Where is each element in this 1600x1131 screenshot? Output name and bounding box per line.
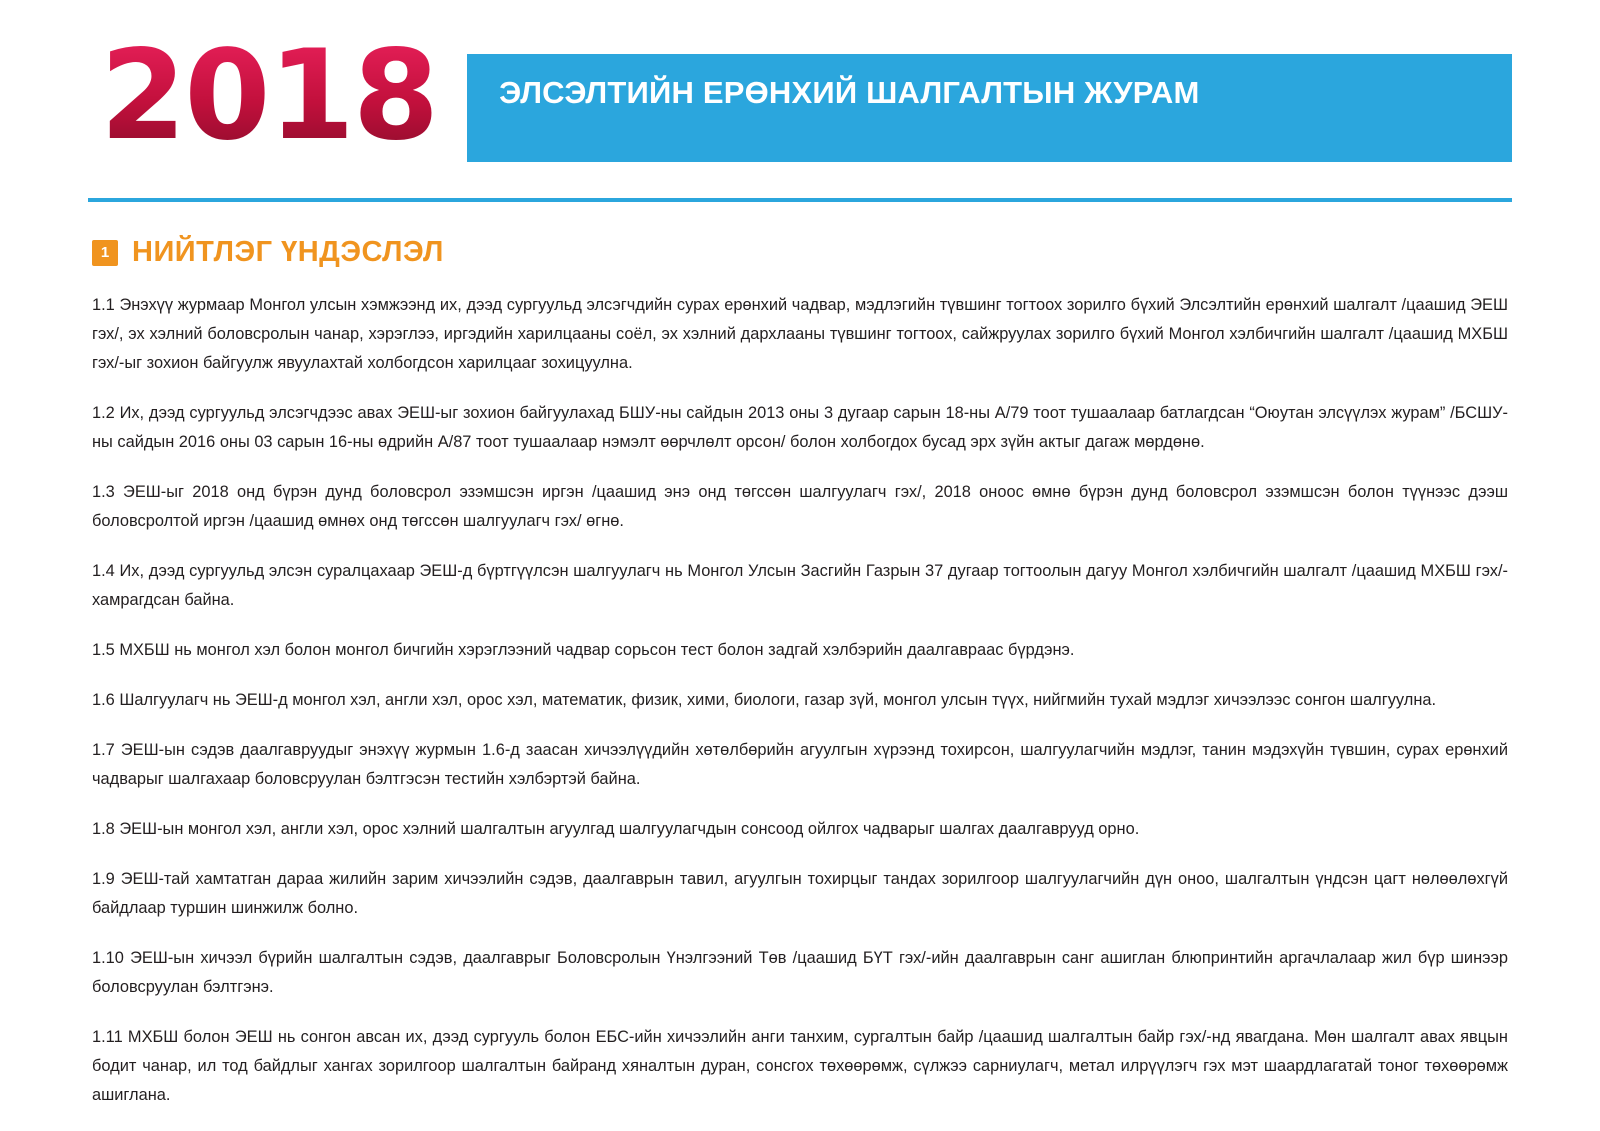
paragraph: 1.4 Их, дээд сургуульд элсэн суралцахаар ЭЕШ-д бүртгүүлсэн шалгуулагч нь Монгол Улсын Засгийн Газрын 37 дугаар тогтоолын дагуу Монгол хэлбичгийн шалгалт /цаашид МХБШ гэх/-хамрагдсан байна. (92, 562, 1508, 609)
document-body (88, 291, 1512, 1110)
paragraph: 1.6 Шалгуулагч нь ЭЕШ-д монгол хэл, англи хэл, орос хэл, математик, физик, хими, биологи, газар зүй, монгол улсын түүх, нийгмийн тухай мэдлэг хичээлээс сонгон шалгуулна. (92, 691, 1437, 709)
paragraph: 1.3 ЭЕШ-ыг 2018 онд бүрэн дунд боловсрол эзэмшсэн иргэн /цаашид энэ онд төгссөн шалгуулагч гэх/, 2018 оноос өмнө бүрэн дунд боловсрол эзэмшсэн болон түүнээс дээш боловсролтой иргэн /цаашид өмнөх онд төгссөн шалгуулагч гэх/ өгнө. (92, 483, 1508, 530)
year-heading: 2018 (88, 34, 467, 158)
header-divider (88, 198, 1512, 202)
paragraph: 1.5 МХБШ нь монгол хэл болон монгол бичгийн хэрэглээний чадвар сорьсон тест болон задгай хэлбэрийн даалгавраас бүрдэнэ. (92, 641, 1075, 659)
section-heading (88, 236, 1512, 269)
paragraph: 1.1 Энэхүү журмаар Монгол улсын хэмжээнд их, дээд сургуульд элсэгчдийн сурах ерөнхий чадвар, мэдлэгийн түвшинг тогтоох зорилго бүхий Элсэлтийн ерөнхий шалгалт /цаашид ЭЕШ гэх/, эх хэлний боловсролын чанар, хэрэглээ, иргэдийн харилцааны соёл, эх хэлний дархлааны түвшинг тогтоох, сайжруулах зорилго бүхий Монгол хэлбичгийн шалгалт /цаашид МХБШ гэх/-ыг зохион байгуулж явуулахтай холбогдсон харилцааг зохицуулна. (92, 296, 1508, 372)
document-header (88, 0, 1512, 184)
paragraph: 1.9 ЭЕШ-тай хамтатган дараа жилийн зарим хичээлийн сэдэв, даалгаврын тавил, агуулгын тохирцыг тандах зорилгоор шалгуулагчийн дүн оноо, шалгалтын үндсэн цагт нөлөөлөхгүй байдлаар туршин шинжилж болно. (92, 870, 1508, 917)
paragraph: 1.10 ЭЕШ-ын хичээл бүрийн шалгалтын сэдэв, даалгаврыг Боловсролын Үнэлгээний Төв /цаашид БҮТ гэх/-ийн даалгаврын санг ашиглан блюпринтийн аргачлалаар жил бүр шинээр боловсруулан бэлтгэнэ. (92, 949, 1508, 996)
paragraph: 1.7 ЭЕШ-ын сэдэв даалгавруудыг энэхүү журмын 1.6-д заасан хичээлүүдийн хөтөлбөрийн агуулгын хүрээнд тохирсон, шалгуулагчийн мэдлэг, танин мэдэхүйн түвшин, сурах ерөнхий чадварыг шалгахаар боловсруулан бэлтгэсэн тестийн хэлбэртэй байна. (92, 741, 1508, 788)
section-title: НИЙТЛЭГ ҮНДЭСЛЭЛ (132, 236, 444, 268)
document-title: ЭЛСЭЛТИЙН ЕРӨНХИЙ ШАЛГАЛТЫН ЖУРАМ (467, 54, 1512, 162)
section-number-badge: 1 (92, 240, 118, 266)
paragraph: 1.11 МХБШ болон ЭЕШ нь сонгон авсан их, дээд сургууль болон ЕБС-ийн хичээлийн анги танхим, сургалтын байр /цаашид шалгалтын байр гэх/-нд явагдана. Мөн шалгалт авах явцын бодит чанар, ил тод байдлыг хангах зорилгоор шалгалтын байранд хяналтын дуран, сонсгох төхөөрөмж, сүлжээ сарниулагч, метал илрүүлэгч гэх мэт шаардлагатай тоног төхөөрөмж ашиглана. (92, 1028, 1508, 1104)
paragraph: 1.8 ЭЕШ-ын монгол хэл, англи хэл, орос хэлний шалгалтын агуулгад шалгуулагчдын сонсоод ойлгох чадварыг шалгах даалгаврууд орно. (92, 820, 1140, 838)
paragraph: 1.2 Их, дээд сургуульд элсэгчдээс авах ЭЕШ-ыг зохион байгуулахад БШУ-ны сайдын 2013 оны 3 дугаар сарын 18-ны А/79 тоот тушаалаар батлагдсан “Оюутан элсүүлэх журам” /БСШУ-ны сайдын 2016 оны 03 сарын 16-ны өдрийн А/87 тоот тушаалаар нэмэлт өөрчлөлт орсон/ болон холбогдох бусад эрх зүйн актыг дагаж мөрдөнө. (92, 404, 1508, 451)
